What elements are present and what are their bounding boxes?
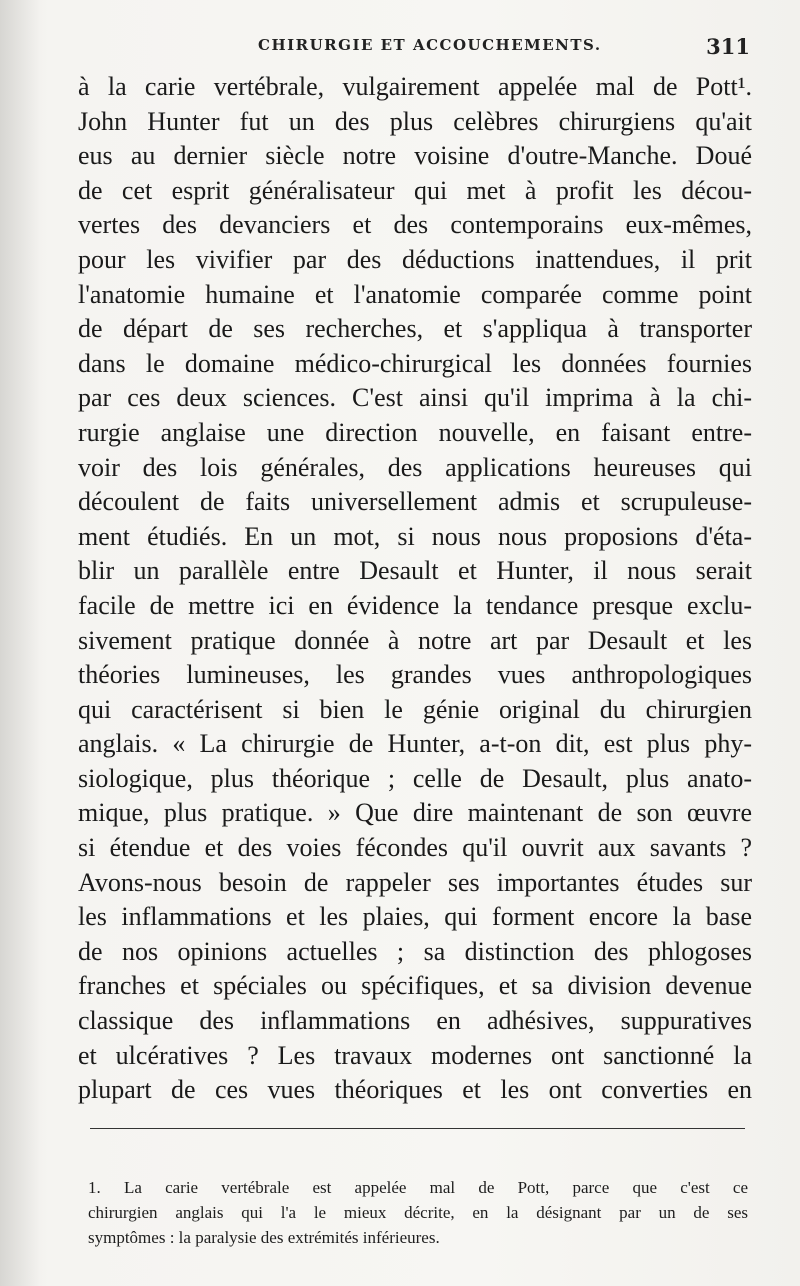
text-line: par ces deux sciences. C'est ainsi qu'il imprima à la chi- [78, 383, 752, 413]
text-line: John Hunter fut un des plus celèbres chirurgiens qu'ait [78, 106, 752, 136]
text-line: Avons-nous besoin de rappeler ses importantes études sur [78, 867, 752, 897]
text-line: plupart de ces vues théoriques et les ont converties en [78, 1075, 752, 1105]
text-line: eus au dernier siècle notre voisine d'outre-Manche. Doué [78, 141, 752, 171]
text-line: qui caractérisent si bien le génie original du chirurgien [78, 694, 752, 724]
text-line: sivement pratique donnée à notre art par Desault et les [78, 625, 752, 655]
text-line: pour les vivifier par des déductions inattendues, il prit [78, 244, 752, 274]
body-text [78, 70, 752, 1108]
text-line: ment étudiés. En un mot, si nous nous proposions d'éta- [78, 521, 752, 551]
running-head [80, 30, 750, 64]
text-line: les inflammations et les plaies, qui forment encore la base [78, 902, 752, 932]
text-line: classique des inflammations en adhésives, suppuratives [78, 1006, 752, 1036]
running-title: CHIRURGIE ET ACCOUCHEMENTS. [258, 36, 602, 54]
footnote-line: chirurgien anglais qui l'a le mieux décrite, en la désignant par un de ses [88, 1203, 748, 1222]
footnote-line: symptômes : la paralysie des extrémités inférieures. [88, 1228, 440, 1247]
text-line: anglais. « La chirurgie de Hunter, a-t-on dit, est plus phy- [78, 729, 752, 759]
footnotes [88, 1175, 748, 1250]
text-line: si étendue et des voies fécondes qu'il ouvrit aux savants ? [78, 833, 752, 863]
text-line: de cet esprit généralisateur qui met à profit les décou- [78, 175, 752, 205]
text-line: facile de mettre ici en évidence la tendance presque exclu- [78, 590, 752, 620]
text-line: mique, plus pratique. » Que dire maintenant de son œuvre [78, 798, 752, 828]
text-line: rurgie anglaise une direction nouvelle, en faisant entre- [78, 417, 752, 447]
spine-shadow [0, 0, 40, 1286]
text-line: théories lumineuses, les grandes vues anthropologiques [78, 660, 752, 690]
text-line: siologique, plus théorique ; celle de Desault, plus anato- [78, 763, 752, 793]
text-line: de nos opinions actuelles ; sa distinction des phlogoses [78, 936, 752, 966]
text-line: dans le domaine médico-chirurgical les données fournies [78, 348, 752, 378]
text-line: blir un parallèle entre Desault et Hunter, il nous serait [78, 556, 752, 586]
text-line: voir des lois générales, des applications heureuses qui [78, 452, 752, 482]
footnote-rule [90, 1128, 745, 1129]
footnote-line: 1. La carie vertébrale est appelée mal de Pott, parce que c'est ce [88, 1178, 748, 1197]
text-line: découlent de faits universellement admis et scrupuleuse- [78, 487, 752, 517]
text-line: à la carie vertébrale, vulgairement appelée mal de Pott¹. [78, 72, 752, 101]
text-line: franches et spéciales ou spécifiques, et sa division devenue [78, 971, 752, 1001]
page-number: 311 [706, 34, 750, 59]
text-line: vertes des devanciers et des contemporains eux-mêmes, [78, 210, 752, 240]
text-line: l'anatomie humaine et l'anatomie comparée comme point [78, 279, 752, 309]
text-line: et ulcératives ? Les travaux modernes ont sanctionné la [78, 1040, 752, 1070]
text-line: de départ de ses recherches, et s'appliqua à transporter [78, 314, 752, 344]
